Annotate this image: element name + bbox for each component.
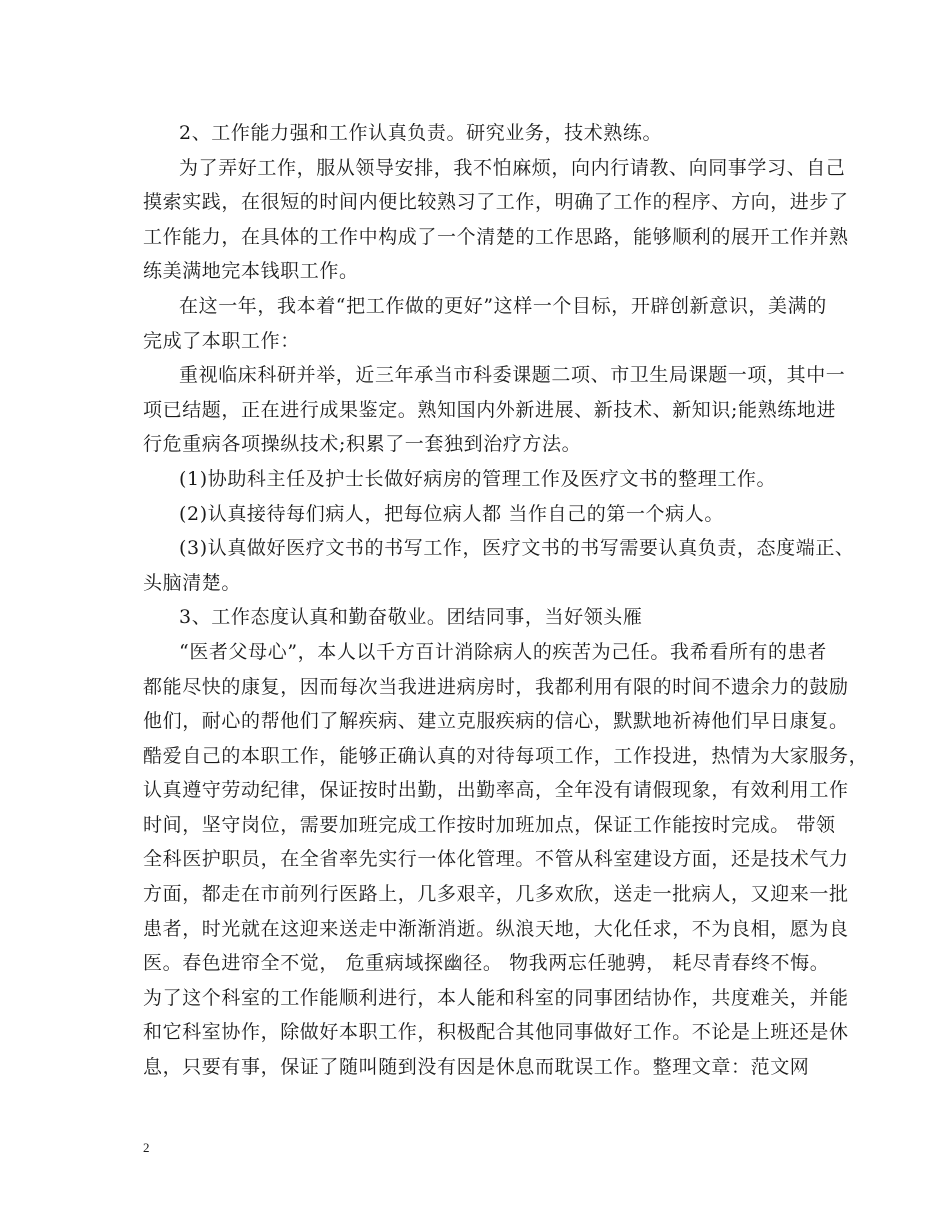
text-line: 时间，坚守岗位，需要加班完成工作按时加班加点，保证工作能按时完成。 带领 xyxy=(143,813,836,836)
text-line: 酷爱自己的本职工作，能够正确认真的对待每项工作，工作投进，热情为大家服务， xyxy=(143,744,869,767)
text-line: 完成了本职工作： xyxy=(143,329,300,352)
text-line: 行危重病各项操纵技术;积累了一套独到治疗方法。 xyxy=(143,433,582,456)
page-number: 2 xyxy=(143,1140,150,1155)
text-line: “医者父母心”，本人以千方百计消除病人的疾苦为己任。我希看所有的患者 xyxy=(179,640,827,663)
section-heading-3: 3、工作态度认真和勤奋敬业。团结同事，当好领头雁 xyxy=(179,606,643,629)
text-line: 为了弄好工作，服从领导安排，我不怕麻烦，向内行请教、向同事学习、自己 xyxy=(179,156,846,179)
text-line: 全科医护职员，在全省率先实行一体化管理。不管从科室建设方面，还是技术气力 xyxy=(143,848,849,871)
text-line: 练美满地完本钱职工作。 xyxy=(143,260,359,283)
list-item: (2)认真接待每们病人，把每位病人都 当作自己的第一个病人。 xyxy=(179,502,724,525)
text-line: 摸索实践，在很短的时间内便比较熟习了工作，明确了工作的程序、方向，进步了 xyxy=(143,191,849,214)
text-line: 在这一年，我本着“把工作做的更好”这样一个目标，开辟创新意识，美满的 xyxy=(179,294,827,317)
list-item: (1)协助科主任及护士长做好病房的管理工作及医疗文书的整理工作。 xyxy=(179,467,777,490)
document-body xyxy=(143,116,869,1085)
list-item: (3)认真做好医疗文书的书写工作，医疗文书的书写需要认真负责，态度端正、 xyxy=(179,537,855,560)
text-line: 重视临床科研并举，近三年承当市科委课题二项、市卫生局课题一项，其中一 xyxy=(179,364,846,387)
text-line: 息，只要有事，保证了随叫随到没有因是休息而耽误工作。整理文章：范文网 xyxy=(143,1056,810,1079)
text-line: 为了这个科室的工作能顺利进行，本人能和科室的同事团结协作，共度难关，并能 xyxy=(143,986,849,1009)
text-line: 头脑清楚。 xyxy=(143,571,242,594)
text-line: 工作能力，在具体的工作中构成了一个清楚的工作思路，能够顺利的展开工作并熟 xyxy=(143,225,849,248)
text-line: 方面，都走在市前列行医路上，几多艰辛，几多欢欣，送走一批病人，又迎来一批 xyxy=(143,883,849,906)
text-line: 认真遵守劳动纪律，保证按时出勤，出勤率高，全年没有请假现象，有效利用工作 xyxy=(143,779,849,802)
text-line: 都能尽快的康复，因而每次当我进进病房时，我都利用有限的时间不遗余力的鼓励 xyxy=(143,675,849,698)
text-line: 患者，时光就在这迎来送走中渐渐消逝。纵浪天地，大化任求，不为良相，愿为良 xyxy=(143,917,849,940)
text-line: 他们，耐心的帮他们了解疾病、建立克服疾病的信心，默默地祈祷他们早日康复。 xyxy=(143,710,849,733)
text-line: 和它科室协作，除做好本职工作，积极配合其他同事做好工作。不论是上班还是休 xyxy=(143,1021,849,1044)
text-line: 医。春色进帘全不觉， 危重病域探幽径。 物我两忘任驰骋， 耗尽青春终不悔。 xyxy=(143,952,830,975)
text-line: 项已结题，正在进行成果鉴定。熟知国内外新进展、新技术、新知识;能熟练地进 xyxy=(143,398,837,421)
section-heading-2: 2、工作能力强和工作认真负责。研究业务，技术熟练。 xyxy=(179,122,663,144)
